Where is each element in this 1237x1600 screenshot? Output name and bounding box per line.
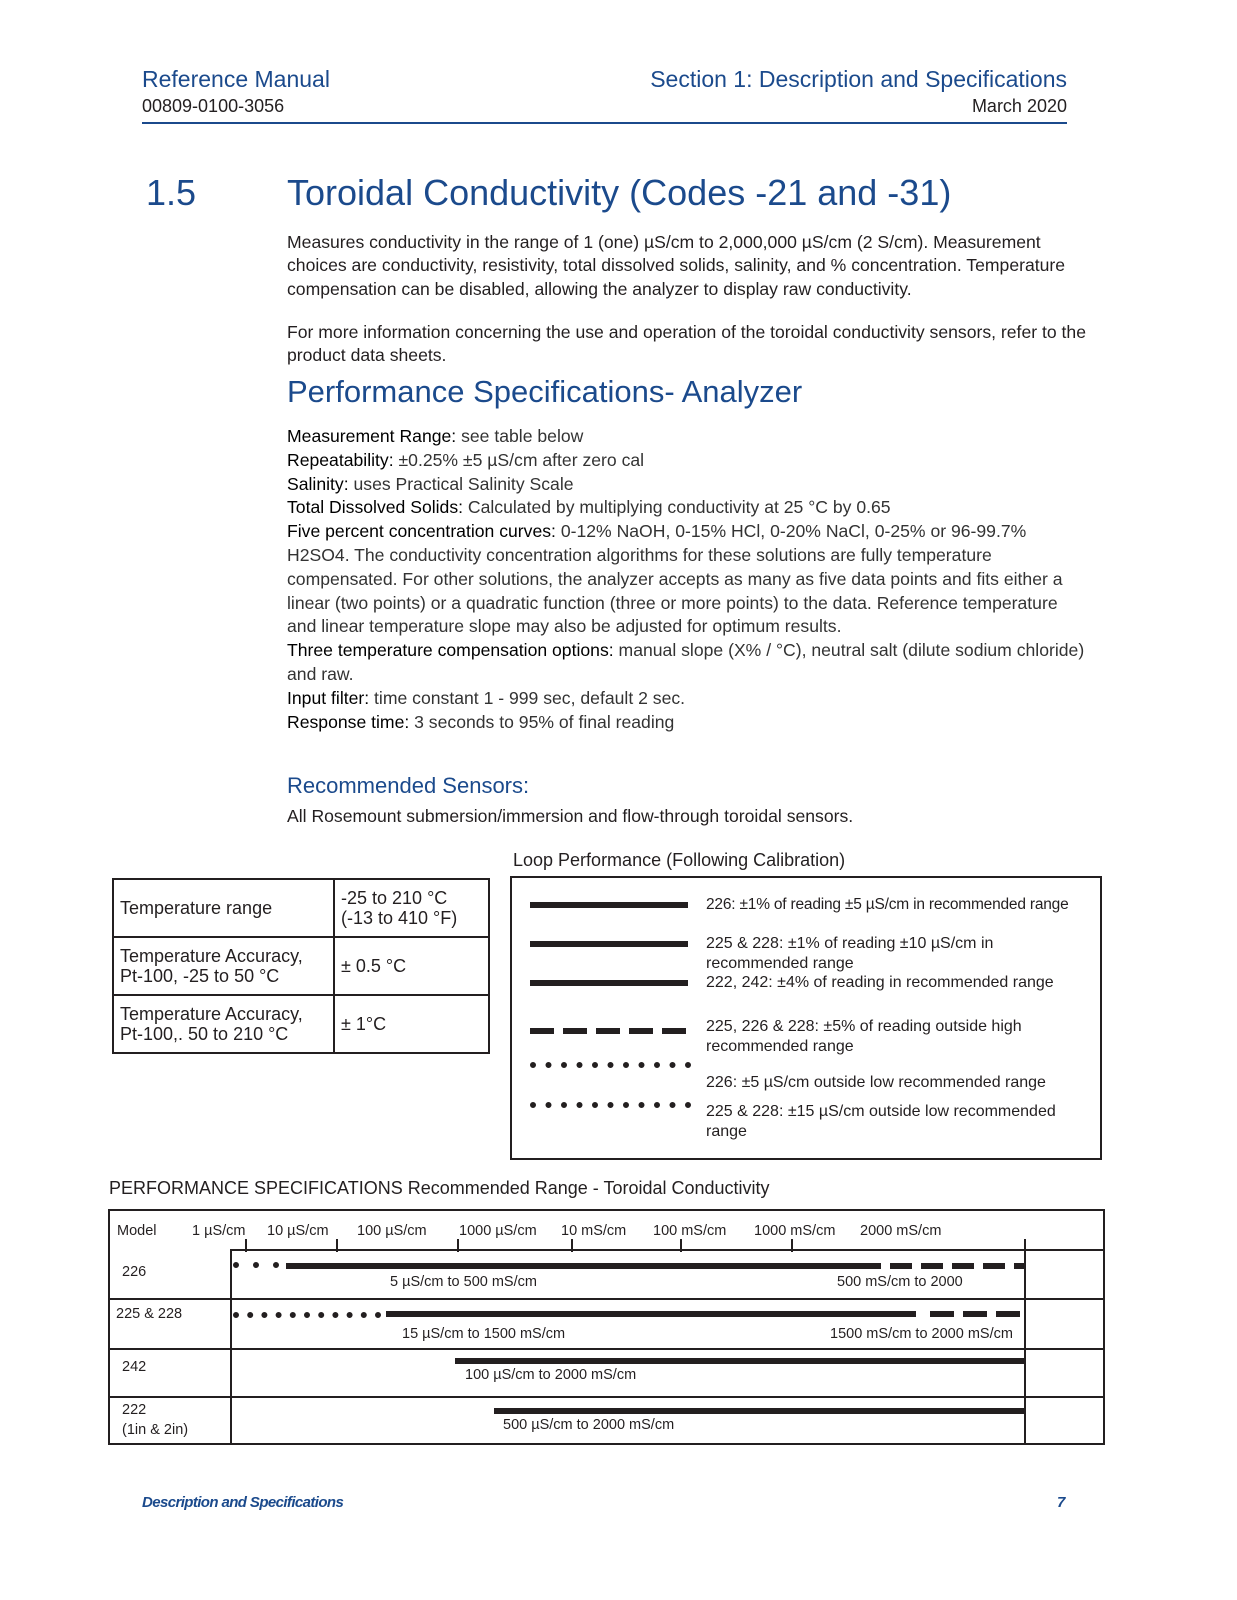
range-label: 500 mS/cm to 2000 xyxy=(837,1274,963,1290)
header-document-number: 00809-0100-3056 xyxy=(142,96,285,116)
spec-label: Five percent concentration curves: xyxy=(287,521,556,542)
column-header: 10 µS/cm xyxy=(267,1223,329,1239)
loop-entry: 226: ±1% of reading ±5 µS/cm in recommended range xyxy=(706,896,1069,913)
spec-label: Response time: xyxy=(287,711,410,732)
column-header: 100 µS/cm xyxy=(357,1223,427,1239)
column-header: 100 mS/cm xyxy=(653,1223,727,1239)
spec-item xyxy=(287,473,1087,497)
header-date: March 2020 xyxy=(971,96,1067,116)
spec-list xyxy=(287,425,1087,734)
spec-item xyxy=(287,449,1087,473)
performance-heading: Performance Specifications- Analyzer xyxy=(287,374,803,409)
footer-section-name: Description and Specifications xyxy=(142,1494,344,1511)
spec-value: time constant 1 - 999 sec, default 2 sec. xyxy=(369,687,686,708)
table-cell: Temperature range xyxy=(113,879,334,937)
loop-entry: 225 & 228: ±15 µS/cm outside low recommended range xyxy=(706,1103,1056,1140)
table-cell: ± 1°C xyxy=(334,995,489,1053)
column-header: Model xyxy=(117,1223,157,1239)
table-cell: Temperature Accuracy, Pt-100, -25 to 50 °C xyxy=(113,937,334,995)
spec-item xyxy=(287,711,1087,735)
spec-value: 3 seconds to 95% of final reading xyxy=(409,711,675,732)
table-row xyxy=(113,879,489,937)
intro-paragraph-1: Measures conductivity in the range of 1 (one) µS/cm to 2,000,000 µS/cm (2 S/cm). Measurement choices are conductivity, resistivity, total dissolved solids, salinity, and % concentration. Temperature compensation can be disabled, allowing the analyzer to display raw conductivity. xyxy=(287,232,1066,299)
table-row xyxy=(113,995,489,1053)
spec-value: uses Practical Salinity Scale xyxy=(348,473,574,494)
header-divider xyxy=(142,122,1067,124)
section-number: 1.5 xyxy=(146,172,197,213)
header-manual-title: Reference Manual xyxy=(142,66,330,92)
loop-entry: 222, 242: ±4% of reading in recommended range xyxy=(706,974,1054,991)
range-table-title: PERFORMANCE SPECIFICATIONS Recommended Range - Toroidal Conductivity xyxy=(109,1178,770,1198)
spec-item xyxy=(287,639,1087,687)
temperature-table xyxy=(112,878,490,1054)
column-header: 1000 mS/cm xyxy=(754,1223,836,1239)
column-header: 1 µS/cm xyxy=(192,1223,246,1239)
header-section-title: Section 1: Description and Specifications xyxy=(650,66,1067,92)
column-header: 1000 µS/cm xyxy=(459,1223,537,1239)
recommended-sensors-text: All Rosemount submersion/immersion and flow-through toroidal sensors. xyxy=(287,806,854,826)
spec-label: Repeatability: xyxy=(287,449,394,470)
spec-item xyxy=(287,687,1087,711)
range-label: 15 µS/cm to 1500 mS/cm xyxy=(402,1326,566,1342)
spec-value: 0-12% NaOH, 0-15% HCl, 0-20% NaCl, 0-25% or 96-99.7% H2SO4. The conductivity concentration algorithms for these solutions are fully temperature compensated. For other solutions, the analyzer accepts as many as five data points and fits either a linear (two points) or a quadratic function (three or more points) to the data. Reference temperature and linear temperature slope may also be adjusted for optimum results. xyxy=(287,521,1063,637)
range-label: 1500 mS/cm to 2000 mS/cm xyxy=(830,1326,1013,1342)
spec-item xyxy=(287,425,1087,449)
range-label: 100 µS/cm to 2000 mS/cm xyxy=(465,1367,637,1383)
spec-item xyxy=(287,520,1087,639)
column-header: 10 mS/cm xyxy=(561,1223,627,1239)
spec-label: Measurement Range: xyxy=(287,426,457,446)
intro-paragraph-2: For more information concerning the use and operation of the toroidal conductivity sensors, refer to the product data sheets. xyxy=(287,322,1086,366)
loop-entry: 225 & 228: ±1% of reading ±10 µS/cm in recommended range xyxy=(706,935,994,972)
model-name: 226 xyxy=(122,1264,147,1280)
spec-label: Salinity: xyxy=(287,473,349,494)
spec-item xyxy=(287,496,1087,520)
range-label: 500 µS/cm to 2000 mS/cm xyxy=(503,1417,675,1433)
table-cell: -25 to 210 °C (-13 to 410 °F) xyxy=(334,879,489,937)
spec-value: ±0.25% ±5 µS/cm after zero cal xyxy=(393,449,645,470)
spec-label: Input filter: xyxy=(287,687,370,708)
table-cell: ± 0.5 °C xyxy=(334,937,489,995)
model-name: 222 (1in & 2in) xyxy=(122,1402,189,1438)
spec-value: Calculated by multiplying conductivity at 25 °C by 0.65 xyxy=(463,497,891,518)
loop-performance-title: Loop Performance (Following Calibration) xyxy=(513,850,846,870)
loop-entry: 225, 226 & 228: ±5% of reading outside high recommended range xyxy=(706,1018,1022,1055)
table-row xyxy=(113,937,489,995)
spec-value: see table below xyxy=(456,426,584,446)
range-table xyxy=(108,1209,1105,1445)
recommended-sensors-heading: Recommended Sensors: xyxy=(287,773,530,798)
column-header: 2000 mS/cm xyxy=(860,1223,942,1239)
loop-entry: 226: ±5 µS/cm outside low recommended range xyxy=(706,1074,1046,1091)
model-name: 242 xyxy=(122,1359,147,1375)
spec-label: Three temperature compensation options: xyxy=(287,640,614,661)
section-title: Toroidal Conductivity (Codes -21 and -31) xyxy=(287,172,952,213)
table-cell: Temperature Accuracy, Pt-100,. 50 to 210 °C xyxy=(113,995,334,1053)
spec-label: Total Dissolved Solids: xyxy=(287,497,464,518)
range-label: 5 µS/cm to 500 mS/cm xyxy=(390,1274,537,1290)
spec-value: manual slope (X% / °C), neutral salt (dilute sodium chloride) and raw. xyxy=(287,640,1085,684)
loop-performance-legend xyxy=(510,876,1102,1160)
footer-page-number: 7 xyxy=(1057,1494,1066,1511)
model-name: 225 & 228 xyxy=(116,1306,183,1322)
